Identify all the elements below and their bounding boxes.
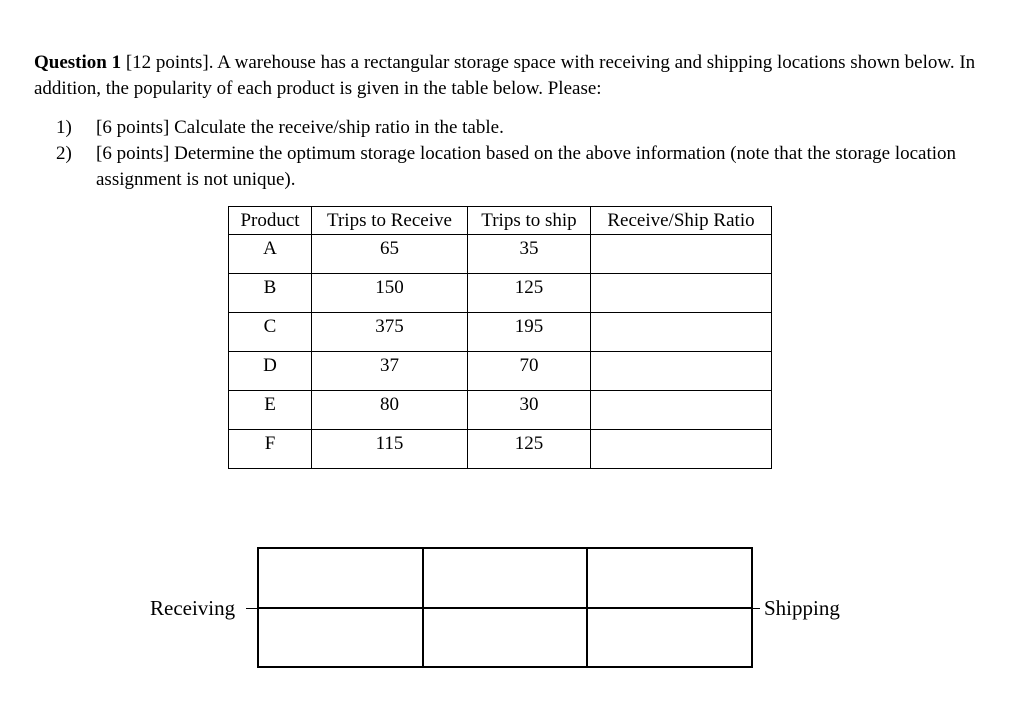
cell-ratio (591, 352, 772, 391)
receiving-label: Receiving (150, 596, 236, 620)
header-product: Product (229, 207, 312, 235)
cell-ship: 195 (468, 313, 591, 352)
cell-receive: 80 (312, 391, 468, 430)
storage-bay (258, 608, 423, 668)
table-row (229, 274, 772, 313)
table-header-row (229, 207, 772, 235)
storage-bay (423, 548, 588, 608)
cell-ratio (591, 430, 772, 469)
task-number: 2) (56, 143, 72, 164)
header-trips-to-ship: Trips to ship (468, 207, 591, 235)
storage-bay (587, 608, 752, 668)
header-receive-ship-ratio: Receive/Ship Ratio (591, 207, 772, 235)
cell-receive: 375 (312, 313, 468, 352)
cell-ship: 70 (468, 352, 591, 391)
table-row (229, 352, 772, 391)
cell-receive: 65 (312, 235, 468, 274)
cell-receive: 150 (312, 274, 468, 313)
task-item (56, 141, 986, 193)
task-list (56, 115, 986, 193)
product-popularity-table (228, 206, 772, 469)
cell-ship: 30 (468, 391, 591, 430)
cell-receive: 115 (312, 430, 468, 469)
table-row (229, 430, 772, 469)
cell-product: E (229, 391, 312, 430)
cell-ship: 125 (468, 430, 591, 469)
cell-product: F (229, 430, 312, 469)
table-row (229, 313, 772, 352)
table-row (229, 235, 772, 274)
task-number: 1) (56, 117, 72, 138)
question-label: Question 1 (34, 52, 122, 73)
question-paragraph (34, 50, 984, 102)
cell-receive: 37 (312, 352, 468, 391)
cell-ratio (591, 391, 772, 430)
task-text: [6 points] Calculate the receive/ship ratio in the table. (96, 117, 504, 138)
table-row (229, 391, 772, 430)
shipping-label: Shipping (764, 596, 840, 620)
cell-ship: 125 (468, 274, 591, 313)
shipping-connector (752, 608, 760, 609)
cell-ship: 35 (468, 235, 591, 274)
cell-ratio (591, 235, 772, 274)
header-trips-to-receive: Trips to Receive (312, 207, 468, 235)
storage-bay (587, 548, 752, 608)
task-text: [6 points] Determine the optimum storage location based on the above information (note that the storage location assignment is not unique). (96, 143, 957, 190)
question-points: [12 points]. (121, 52, 218, 73)
task-item (56, 115, 986, 141)
storage-layout-grid (257, 547, 753, 668)
cell-ratio (591, 274, 772, 313)
cell-product: A (229, 235, 312, 274)
cell-product: C (229, 313, 312, 352)
question-text: A warehouse has a rectangular storage space with receiving and shipping locations shown below. In addition, the popularity of each product is given in the table below. Please: (34, 52, 976, 99)
cell-product: D (229, 352, 312, 391)
storage-bay (258, 548, 423, 608)
cell-ratio (591, 313, 772, 352)
storage-bay (423, 608, 588, 668)
cell-product: B (229, 274, 312, 313)
